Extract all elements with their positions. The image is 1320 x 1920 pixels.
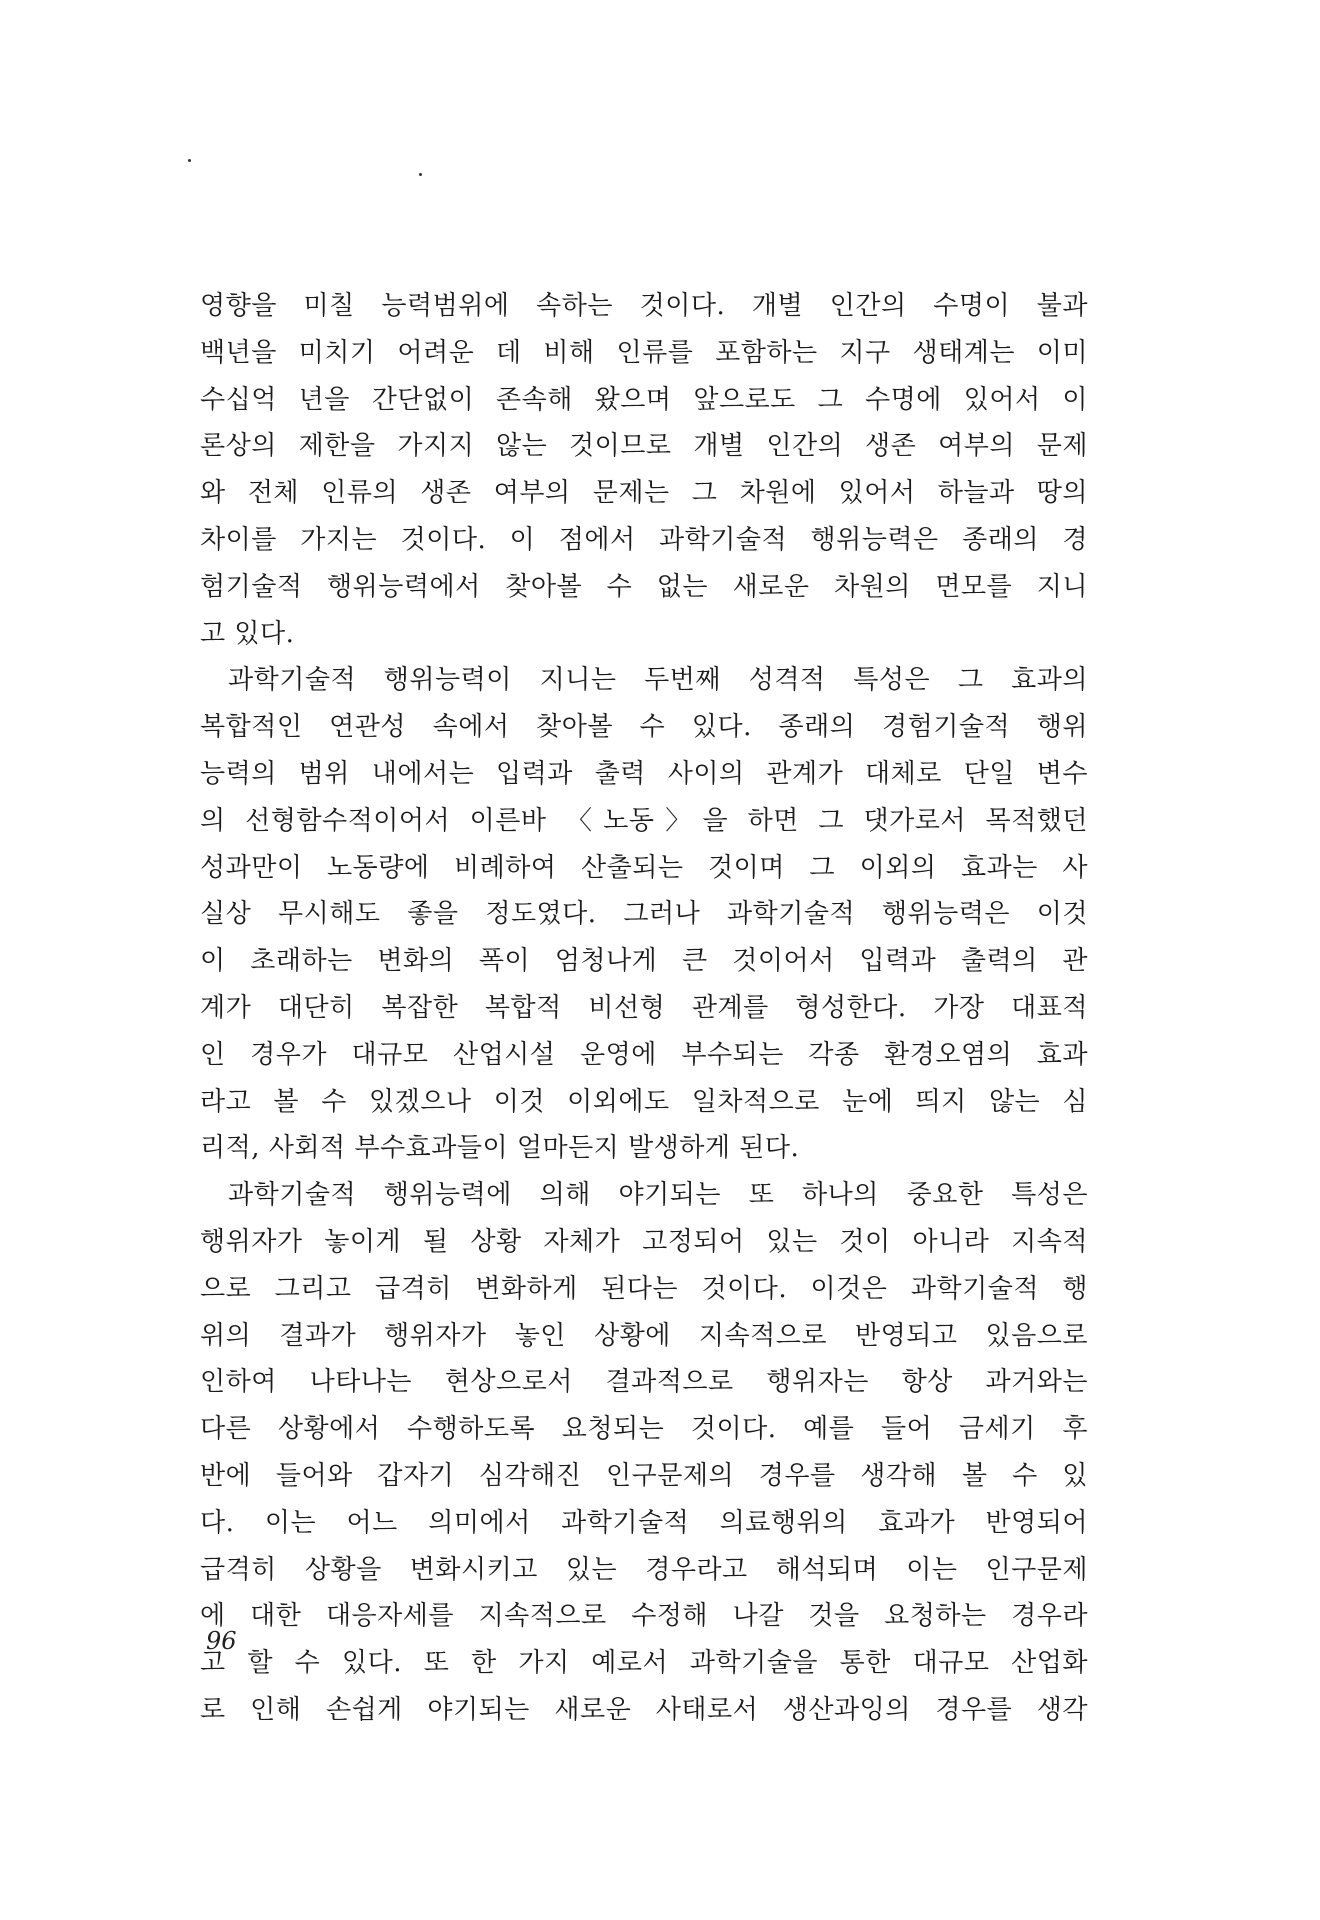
text-line: 성과만이 노동량에 비례하여 산출되는 것이며 그 이외의 효과는 사	[200, 852, 1088, 883]
text-line: 능력의 범위 내에서는 입력과 출력 사이의 관계가 대체로 단일 변수	[200, 758, 1088, 789]
text-line: 에 대한 대응자세를 지속적으로 수정해 나갈 것을 요청하는 경우라	[200, 1601, 1088, 1632]
body-text	[200, 283, 1088, 1734]
text-line: 고 있다.	[200, 618, 295, 649]
text-line: 다. 이는 어느 의미에서 과학기술적 의료행위의 효과가 반영되어	[200, 1507, 1088, 1538]
text-line: 차이를 가지는 것이다. 이 점에서 과학기술적 행위능력은 종래의 경	[200, 524, 1088, 555]
text-line: 반에 들어와 갑자기 심각해진 인구문제의 경우를 생각해 볼 수 있	[200, 1460, 1088, 1491]
scan-speck	[419, 173, 422, 176]
page-number: 96	[206, 1627, 237, 1655]
text-line: 으로 그리고 급격히 변화하게 된다는 것이다. 이것은 과학기술적 행	[200, 1273, 1088, 1304]
text-line: 고 할 수 있다. 또 한 가지 예로서 과학기술을 통한 대규모 산업화	[200, 1648, 1088, 1679]
text-line: 수십억 년을 간단없이 존속해 왔으며 앞으로도 그 수명에 있어서 이	[200, 384, 1088, 415]
text-line: 인하여 나타나는 현상으로서 결과적으로 행위자는 항상 과거와는	[200, 1367, 1088, 1398]
text-line: 론상의 제한을 가지지 않는 것이므로 개별 인간의 생존 여부의 문제	[200, 431, 1088, 462]
text-line: 위의 결과가 행위자가 놓인 상황에 지속적으로 반영되고 있음으로	[200, 1320, 1088, 1351]
text-line: 험기술적 행위능력에서 찾아볼 수 없는 새로운 차원의 면모를 지니	[200, 571, 1088, 602]
scan-speck	[188, 159, 191, 162]
text-line: 이 초래하는 변화의 폭이 엄청나게 큰 것이어서 입력과 출력의 관	[200, 946, 1088, 977]
text-line: 와 전체 인류의 생존 여부의 문제는 그 차원에 있어서 하늘과 땅의	[200, 478, 1088, 509]
text-line: 과학기술적 행위능력이 지니는 두번째 성격적 특성은 그 효과의	[228, 665, 1088, 696]
text-line: 급격히 상황을 변화시키고 있는 경우라고 해석되며 이는 인구문제	[200, 1554, 1088, 1585]
text-line: 과학기술적 행위능력에 의해 야기되는 또 하나의 중요한 특성은	[228, 1180, 1088, 1211]
text-line: 백년을 미치기 어려운 데 비해 인류를 포함하는 지구 생태계는 이미	[200, 337, 1088, 368]
text-line: 라고 볼 수 있겠으나 이것 이외에도 일차적으로 눈에 띄지 않는 심	[200, 1086, 1088, 1117]
text-line: 영향을 미칠 능력범위에 속하는 것이다. 개별 인간의 수명이 불과	[200, 291, 1088, 321]
text-line: 의 선형함수적이어서 이른바 〈노동〉을 하면 그 댓가로서 목적했던	[200, 805, 1088, 836]
text-line: 다른 상황에서 수행하도록 요청되는 것이다. 예를 들어 금세기 후	[200, 1414, 1088, 1445]
text-line: 실상 무시해도 좋을 정도였다. 그러나 과학기술적 행위능력은 이것	[200, 899, 1088, 930]
text-line: 인 경우가 대규모 산업시설 운영에 부수되는 각종 환경오염의 효과	[200, 1039, 1088, 1070]
text-line: 리적, 사회적 부수효과들이 얼마든지 발생하게 된다.	[200, 1133, 800, 1164]
text-line: 행위자가 놓이게 될 상황 자체가 고정되어 있는 것이 아니라 지속적	[200, 1226, 1088, 1257]
text-line: 복합적인 연관성 속에서 찾아볼 수 있다. 종래의 경험기술적 행위	[200, 712, 1088, 743]
text-line: 계가 대단히 복잡한 복합적 비선형 관계를 형성한다. 가장 대표적	[200, 992, 1088, 1023]
text-line: 로 인해 손쉽게 야기되는 새로운 사태로서 생산과잉의 경우를 생각	[200, 1694, 1088, 1725]
